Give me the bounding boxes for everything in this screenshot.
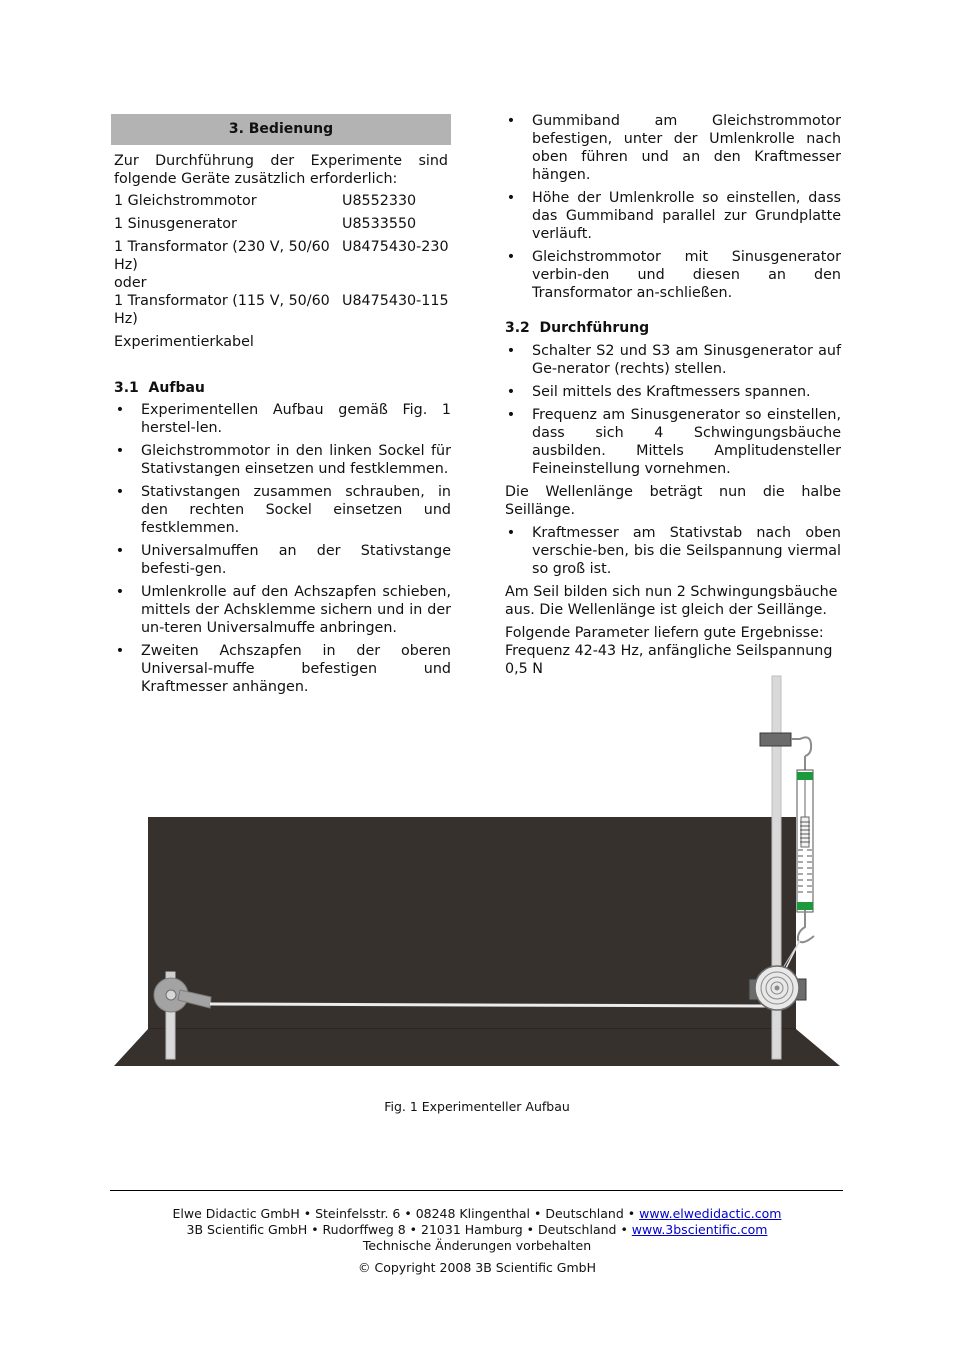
- pulley: [755, 966, 799, 1010]
- equipment-row-alt: [111, 292, 451, 328]
- rubber-band: [210, 1004, 767, 1006]
- equipment-name: 1 Sinusgenerator: [114, 216, 237, 232]
- list-item: • Umlenkrolle auf den Achszapfen schieben, mittels der Achsklemme sichern und in der un-teren Universalmuffe anbringen.: [115, 584, 451, 636]
- 3b-link[interactable]: www.3bscientific.com: [631, 1222, 768, 1237]
- equipment-cable: Experimentierkabel: [114, 334, 254, 350]
- paragraph: Folgende Parameter liefern gute Ergebnisse:: [505, 625, 824, 641]
- paragraph: Frequenz 42-43 Hz, anfängliche Seilspannung 0,5 N: [505, 643, 833, 677]
- list-item: • Gummiband am Gleichstrommotor befestigen, unter der Umlenkrolle nach oben führen und an den Kraftmesser hängen.: [506, 113, 841, 183]
- list-item: • Frequenz am Sinusgenerator so einstellen, dass sich 4 Schwingungsbäuche ausbilden. Mittels Amplitudensteller Feineinstellung vornehmen.: [506, 407, 841, 477]
- figure-caption: Fig. 1 Experimenteller Aufbau: [384, 1099, 570, 1114]
- copyright: © Copyright 2008 3B Scientific GmbH: [358, 1260, 596, 1275]
- durchfuehrung-list-b: [505, 524, 841, 578]
- section-intro: Zur Durchführung der Experimente sind folgende Geräte zusätzlich erforderlich:: [114, 153, 448, 187]
- back-board: [148, 817, 796, 1029]
- right-column: [505, 112, 841, 678]
- force-meter-cap-top: [797, 772, 813, 780]
- list-item: • Universalmuffen an der Stativstange befesti-gen.: [115, 543, 451, 577]
- footer-note: Technische Änderungen vorbehalten: [362, 1238, 592, 1253]
- equipment-row: [111, 215, 451, 233]
- list-item: • Kraftmesser am Stativstab nach oben verschie-ben, bis die Seilspannung viermal so groß ist.: [506, 525, 841, 577]
- durchfuehrung-list: [505, 342, 841, 478]
- list-item: • Experimentellen Aufbau gemäß Fig. 1 herstel-len.: [115, 402, 451, 436]
- equipment-name: 1 Transformator (115 V, 50/60 Hz): [114, 293, 330, 327]
- paragraph: Die Wellenlänge beträgt nun die halbe Seillänge.: [505, 484, 841, 518]
- aufbau-list: [111, 401, 451, 696]
- equipment-or: oder: [114, 275, 147, 291]
- equipment-row: [111, 238, 451, 274]
- equipment-code: U8533550: [342, 216, 417, 232]
- list-item: • Gleichstrommotor mit Sinusgenerator verbin-den und diesen an den Transformator an-schließen.: [506, 249, 841, 301]
- footer-divider: [110, 1190, 843, 1191]
- heading-durchfuehrung: 3.2 Durchführung: [505, 320, 650, 336]
- experiment-figure: [112, 672, 842, 1072]
- aufbau-list-continued: [505, 112, 841, 302]
- left-column: [111, 112, 451, 701]
- equipment-name: 1 Gleichstrommotor: [114, 193, 257, 209]
- list-item: • Zweiten Achszapfen in der oberen Universal-muffe befestigen und Kraftmesser anhängen.: [115, 643, 451, 695]
- equipment-code: U8475430-115: [342, 293, 449, 309]
- footer-line-elwe: Elwe Didactic GmbH • Steinfelsstr. 6 • 08248 Klingenthal • Deutschland • www.elwedidactic.com: [172, 1206, 782, 1221]
- equipment-code: U8475430-230: [342, 239, 449, 255]
- list-item: • Gleichstrommotor in den linken Sockel für Stativstangen einsetzen und festklemmen.: [115, 443, 451, 477]
- elwe-link[interactable]: www.elwedidactic.com: [639, 1206, 782, 1221]
- footer-line-3b: 3B Scientific GmbH • Rudorffweg 8 • 21031 Hamburg • Deutschland • www.3bscientific.com: [186, 1222, 768, 1237]
- force-meter: [797, 770, 813, 912]
- list-item: • Höhe der Umlenkrolle so einstellen, dass das Gummiband parallel zur Grundplatte verläuft.: [506, 190, 841, 242]
- base-plate: [114, 1029, 840, 1066]
- paragraph: Am Seil bilden sich nun 2 Schwingungsbäuche aus. Die Wellenlänge ist gleich der Seillänge.: [505, 584, 838, 618]
- list-item: • Stativstangen zusammen schrauben, in den rechten Sockel einsetzen und festklemmen.: [115, 484, 451, 536]
- list-item: • Seil mittels des Kraftmessers spannen.: [506, 384, 811, 400]
- footer: [0, 1206, 954, 1276]
- equipment-name: 1 Transformator (230 V, 50/60 Hz): [114, 239, 330, 273]
- equipment-row: [111, 192, 451, 210]
- list-item: • Schalter S2 und S3 am Sinusgenerator auf Ge-nerator (rechts) stellen.: [506, 343, 841, 377]
- heading-aufbau: 3.1 Aufbau: [114, 380, 205, 396]
- upper-clamp: [760, 733, 791, 746]
- force-meter-cap-bottom: [797, 902, 813, 910]
- section-title: 3. Bedienung: [111, 114, 451, 145]
- equipment-code: U8552330: [342, 193, 417, 209]
